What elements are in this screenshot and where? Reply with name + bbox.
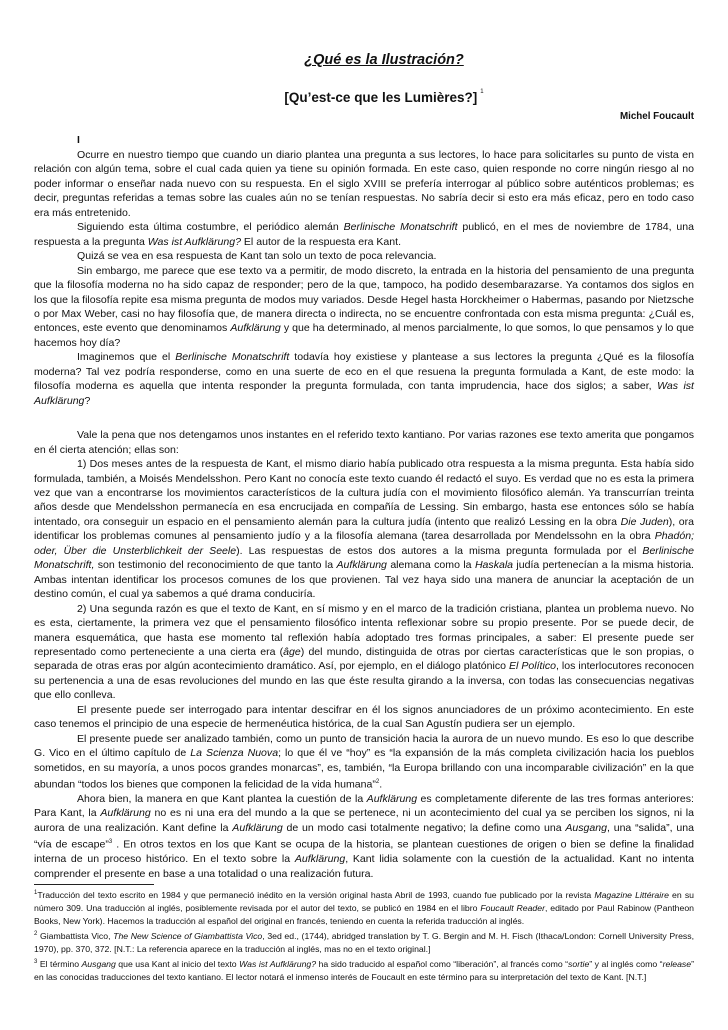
document-title: ¿Qué es la Ilustración? <box>304 52 464 68</box>
footnotes <box>34 887 694 984</box>
paragraph: 1) Dos meses antes de la respuesta de Kant, el mismo diario había publicado otra respuesta a la misma pregunta. Esta había sido formulada, también, a Moisés Mendelsshon. Pero Kant no conocía este texto cuando él redactó el suyo. Es verdad que no es esta la primera vez que van a encontrarse los movimientos característicos de la cultura judía con el movimiento filosófico alemán. Ya transcurrían treinta años desde que Mendelsshon permanecía en esa encrucijada en compañía de Lessing. Sin embargo, hasta ese entonces sólo se había intentado, ora conseguir un espacio en el pensamiento alemán para la cultura judía (intento que realizó Lessing en la obra Die Juden), ora identificar los problemas comunes al pensamiento judío y a la filosofía alemana (tarea desarrollada por Mendelssohn en la obra Phadón; oder, Über die Unsterblichkeit der Seele). Las respuestas de estos dos autores a la misma pregunta formulada por el Berlinische Monatschrift, son testimonio del reconocimiento de que tanto la Aufklärung alemana como la Haskala judía pertenecían a la misma historia. Ambas intentan identificar los procesos comunes de los que provienen. Tal vez haya sido una manera de anunciar la aceptación de un destino común, el cual ya sabemos a qué drama conduciría. <box>34 458 694 601</box>
footnote-1: $^1$Traducción del texto escrito en 1984 y que permaneció inédito en la versión original hasta Abril de 1993, cuando fue publicado por la revista Magazine Littéraire en su número 309. Una traducción al inglés, posiblemente revisada por el autor del texto, se publicó en 1984 en el libro Foucault Reader, editado por Paul Rabinow (Pantheon Books, New York). Hacemos la traducción al español del original en francés, teniendo en cuenta la referida traducción al inglés. <box>34 890 694 927</box>
paragraph: Ocurre en nuestro tiempo que cuando un diario plantea una pregunta a sus lectores, lo hace para solicitarles su punto de vista en relación con algún tema, sobre el cual cada quien ya tiene su opinión formada. En este caso, quien responde no corre ningún riesgo al no poder informar o enseñar nada nuevo con su respuesta. En el siglo XVIII se prefería interrogar al público sobre auténticos problemas; es decir, preguntas referidas a temas sobre las cuales aún no se tenían respuestas. No sabría decir si esto era más eficaz, pero en todo caso era más entretenido. <box>34 149 694 219</box>
paragraph: Imaginemos que el Berlinische Monatschrift todavía hoy existiese y plantease a sus lectores la pregunta ¿Qué es la filosofía moderna? Tal vez podría responderse, como en una suerte de eco en el que resuena la pregunta formulada a Kant, de este modo: la filosofía moderna es aquella que intenta responder la pregunta formulada, con tanta imprudencia, hace dos siglos; a saber, Was ist Aufklärung? <box>34 351 694 407</box>
paragraph: El presente puede ser interrogado para intentar descifrar en él los signos anunciadores de un próximo acontecimiento. En este caso tenemos el principio de una especie de hermenéutica histórica, de la cual San Agustín pudiera ser un ejemplo. <box>34 703 694 731</box>
document-subtitle <box>34 90 694 105</box>
footnote-ref-1[interactable]: 1 <box>480 89 484 95</box>
footnote-separator <box>34 884 154 885</box>
section-label: I <box>77 135 80 146</box>
footnote-ref-2[interactable]: 2 <box>375 779 380 786</box>
paragraph: 2) Una segunda razón es que el texto de Kant, en sí mismo y en el marco de la tradición cristiana, plantea un problema nuevo. No es esta, ciertamente, la primera vez que el pensamiento filosófico intenta reflexionar sobre su propio presente. Por se puede decir, de manera esquemática, que hasta ese momento tal reflexión había adoptado tres formas principales, a saber: El presente puede ser representado como perteneciente a una cierta era (âge) del mundo, distinguida de otras por ciertas características que le son propias, o separada de otras eras por algún acontecimiento dramático. Así, por ejemplo, en el diálogo platónico El Político, los interlocutores reconocen su pertenencia a una de esas revoluciones del mundo en las que éste resulta girando a la inversa, con todas las consecuencias negativas que ello conlleva. <box>34 602 694 702</box>
paragraph: Sin embargo, me parece que ese texto va a permitir, de modo discreto, la entrada en la historia del pensamiento de una pregunta que la filosofía moderna no ha sido capaz de responder; pero de la que, tampoco, ha podido desembarazarse. Ya contamos dos siglos en los que la filosofía repite esa misma pregunta de modos muy variados. Desde Hegel hasta Horckheimer o Habermas, pasando por Nietzsche o por Max Weber, casi no hay filosofía que, de manera directa o indirecta, no se encuentre confrontada con esta misma pregunta: ¿Cuál es, entonces, este evento que denominamos Aufklärung y que ha determinado, al menos parcialmente, lo que somos, lo que pensamos y lo que hacemos hoy día? <box>34 264 694 349</box>
paragraph: Vale la pena que nos detengamos unos instantes en el referido texto kantiano. Por varias razones ese texto amerita que pongamos en él cierta atención; ellas son: <box>34 429 694 456</box>
subtitle-text: [Qu’est-ce que les Lumières?] <box>284 90 478 105</box>
footnote-3: $^3$ El término Ausgang que usa Kant al inicio del texto Was ist Aufklärung? ha sido traducido al español como “liberación”, al francés como “sortie” y al inglés como “release” en las conocidas traducciones del texto kantiano. El lector notará el inmenso interés de Foucault en este término para su interpretación del texto de Kant. [N.T.] <box>34 959 694 983</box>
paragraph: Quizá se vea en esa respuesta de Kant tan solo un texto de poca relevancia. <box>77 250 437 263</box>
paragraph: Siguiendo esta última costumbre, el periódico alemán Berlinische Monatschrift publicó, en el mes de noviembre de 1784, una respuesta a la pregunta Was ist Aufklärung? El autor de la respuesta era Kant. <box>34 221 694 248</box>
footnote-2: $^2$ Giambattista Vico, The New Science of Giambattista Vico, 3ed ed., (1744), abridged translation by T. G. Bergin and M. H. Fisch (Ithaca/London: Cornell University Press, 1970), pp. 370, 372. [N.T.: La referencia aparece en la traducción al inglés, mas no en el texto original.] <box>34 931 695 955</box>
paragraph: El presente puede ser analizado también, como un punto de transición hacia la aurora de un nuevo mundo. Es eso lo que describe G. Vico en el último capítulo de La Scienza Nuova; lo que él ve “hoy” es “la expansión de la más completa civilización hacia los pueblos sometidos, en su mayoría, a unos pocos grandes monarcas”, es, también, “la Europa brillando con una incomparable civilización” en la que abundan “todos los bienes que componen la felicidad de la vida humana”$^2$. <box>34 732 695 791</box>
document-body <box>34 148 694 881</box>
footnote-ref-3[interactable]: 3 <box>108 839 113 846</box>
author-name: Michel Foucault <box>619 111 694 122</box>
paragraph: Ahora bien, la manera en que Kant plantea la cuestión de la Aufklärung es completamente diferente de las tres formas anteriores: Para Kant, la Aufklärung no es ni una era del mundo a la que se pertenece, ni un acontecimiento del cual ya se perciben los signos, ni la aurora de una realización. Kant define la Aufklärung de un modo casi totalmente negativo; la define como una Ausgang, una “salida”, una “vía de escape”$^3$ . En otros textos en los que Kant se ocupa de la historia, se plantean cuestiones de origen o bien se define la finalidad interna de un proceso histórico. En el texto sobre la Aufklärung, Kant lidia solamente con la cuestión de la actualidad. Kant no intenta comprender el presente en base a una totalidad o una realización futura. <box>34 793 694 880</box>
